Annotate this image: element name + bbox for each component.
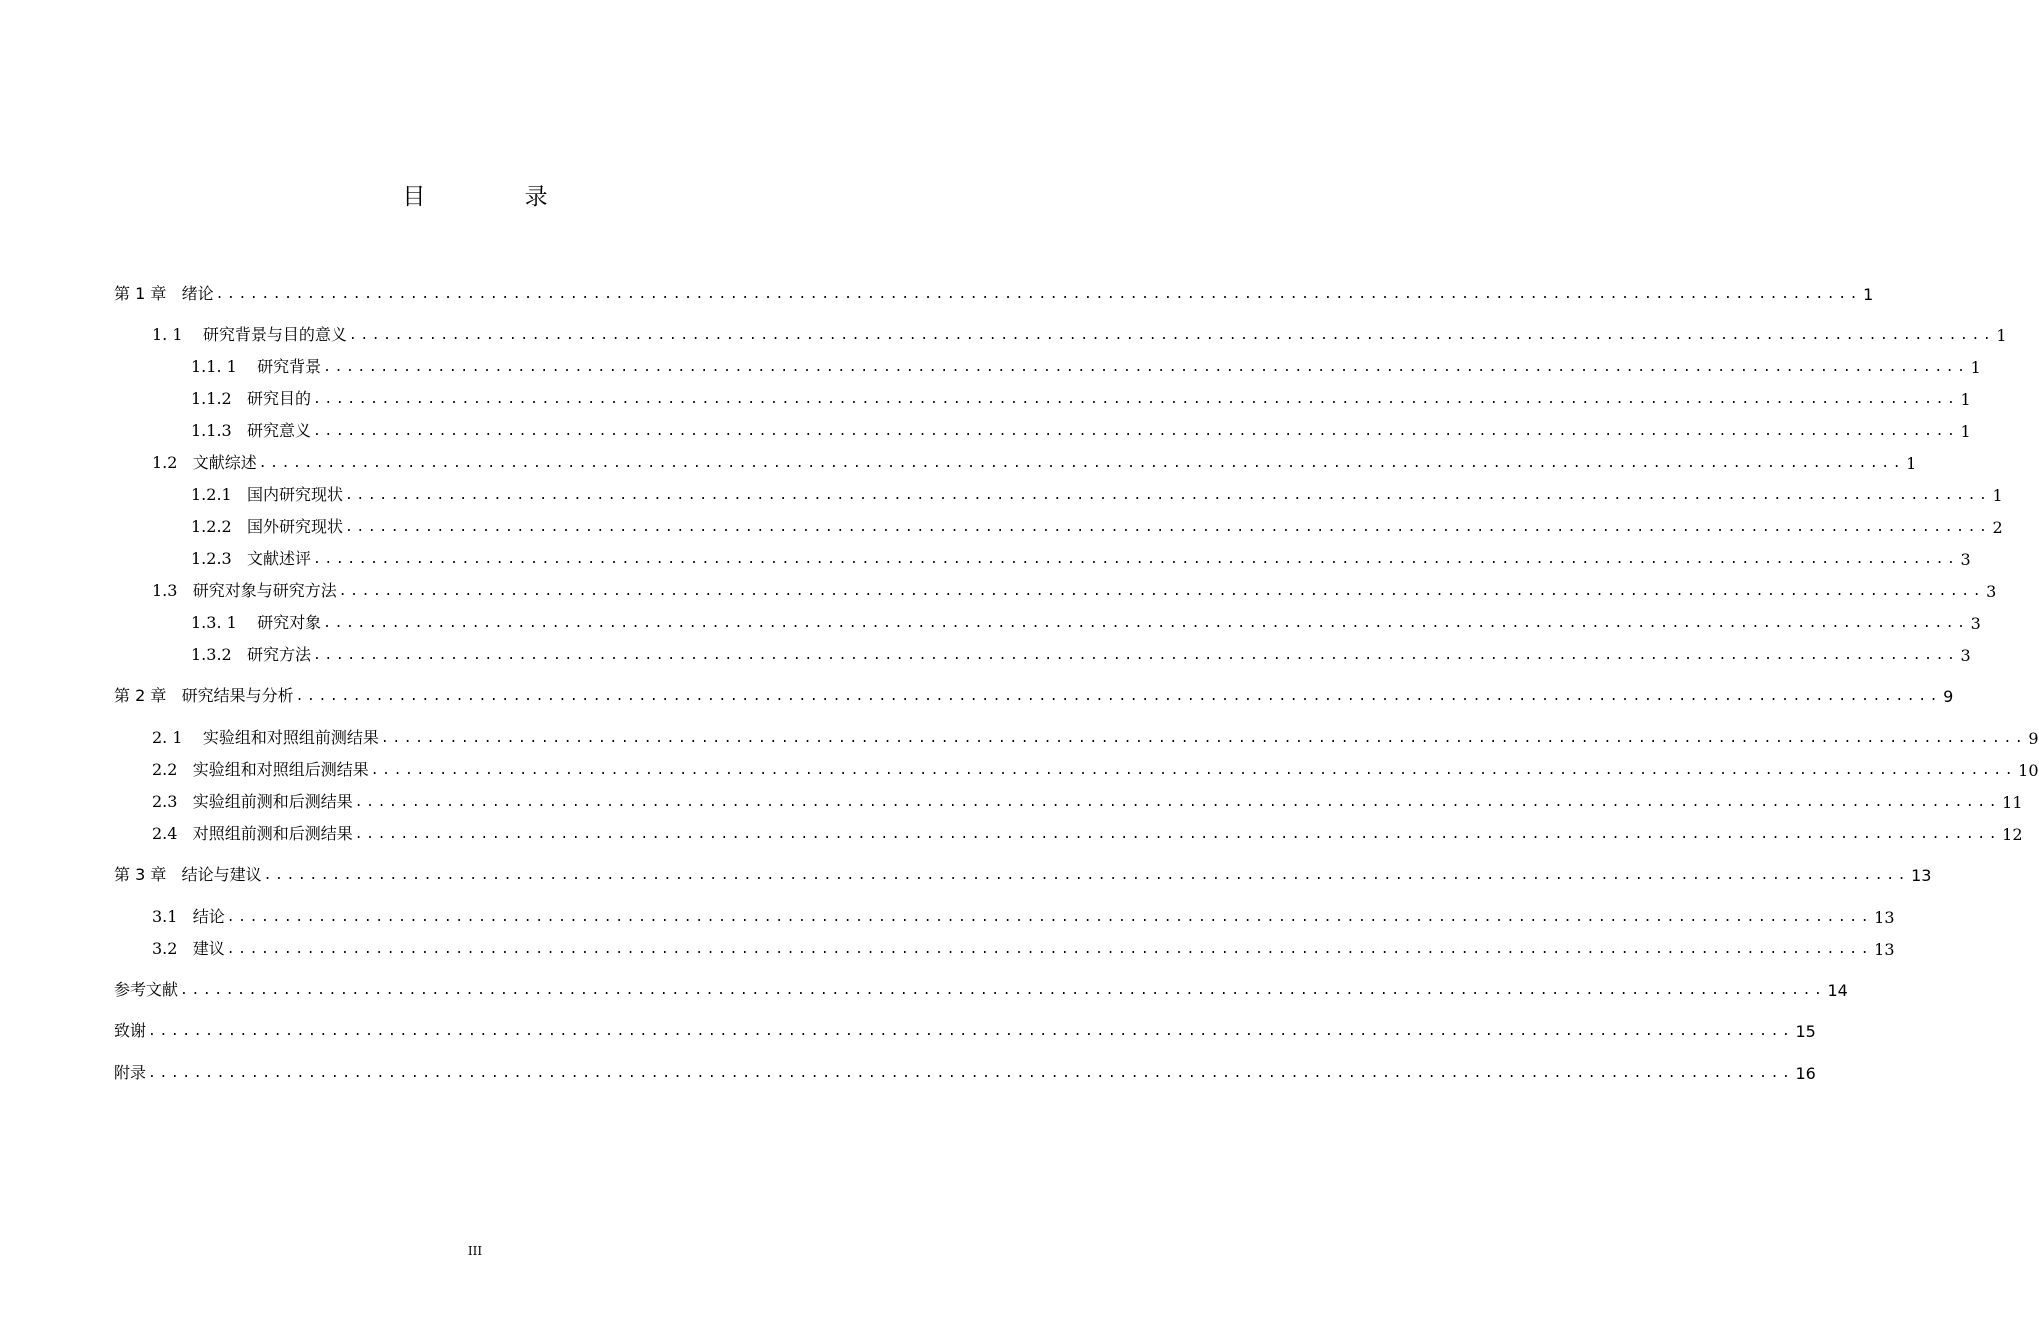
toc-leader-dots: ................................................................................................................................................	[312, 424, 1959, 439]
toc-entry-label: 1.3. 1 研究对象	[191, 613, 322, 632]
toc-entry-page: 1	[1906, 454, 1917, 473]
toc-entry-page: 3	[1960, 550, 1971, 569]
toc-entry-acknowledgements[interactable]	[114, 1017, 1816, 1041]
toc-leader-dots: ................................................................................................................................................	[215, 287, 1862, 302]
toc-entry-label: 第 3 章 结论与建议	[114, 865, 262, 884]
toc-leader-dots: ................................................................................................................................................	[323, 360, 1969, 375]
toc-entry-label: 附录	[114, 1063, 147, 1082]
toc-leader-dots: ................................................................................................................................................	[258, 456, 1905, 471]
toc-entry-1-2-3[interactable]	[191, 545, 1971, 569]
toc-entry-chapter-3[interactable]	[114, 861, 1932, 885]
toc-entry-1-2-1[interactable]	[191, 481, 2003, 505]
toc-entry-label: 1.1. 1 研究背景	[191, 357, 322, 376]
toc-leader-dots: ................................................................................................................................................	[148, 1024, 1794, 1039]
toc-entry-page: 13	[1874, 940, 1895, 959]
toc-entry-chapter-1[interactable]	[114, 280, 1874, 304]
toc-entry-1-3-2[interactable]	[191, 641, 1971, 665]
toc-leader-dots: ................................................................................................................................................	[263, 868, 1910, 883]
toc-entry-chapter-2[interactable]	[114, 682, 1954, 706]
toc-leader-dots: ................................................................................................................................................	[312, 648, 1959, 663]
toc-leader-dots: ................................................................................................................................................	[148, 1066, 1794, 1081]
toc-entry-page: 3	[1960, 646, 1971, 665]
toc-entry-1-3-1[interactable]	[191, 609, 1981, 633]
toc-leader-dots: ................................................................................................................................................	[312, 552, 1959, 567]
toc-entry-label: 参考文献	[114, 980, 179, 999]
toc-entry-1-1[interactable]	[152, 321, 2007, 345]
toc-entry-page: 14	[1827, 981, 1848, 1000]
toc-entry-label: 1.2.3 文献述评	[191, 549, 311, 568]
toc-entry-2-2[interactable]	[152, 756, 2039, 780]
footer-page-number: III	[467, 1244, 483, 1258]
toc-entry-1-1-1[interactable]	[191, 353, 1981, 377]
toc-entry-page: 1	[1863, 285, 1874, 304]
toc-entry-page: 16	[1795, 1064, 1816, 1083]
toc-entry-2-4[interactable]	[152, 820, 2023, 844]
toc-entry-appendix[interactable]	[114, 1059, 1816, 1083]
toc-entry-page: 9	[2028, 729, 2039, 748]
toc-entry-page: 15	[1795, 1022, 1816, 1041]
toc-leader-dots: ................................................................................................................................................	[180, 983, 1826, 998]
toc-entry-page: 2	[1992, 518, 2003, 537]
toc-entry-label: 3.2 建议	[152, 939, 225, 958]
toc-entry-label: 1.1.3 研究意义	[191, 421, 311, 440]
toc-leader-dots: ................................................................................................................................................	[323, 616, 1969, 631]
toc-entry-page: 3	[1986, 582, 1997, 601]
toc-entry-page: 9	[1943, 687, 1954, 706]
toc-entry-page: 10	[2018, 761, 2039, 780]
toc-entry-page: 1	[1970, 358, 1981, 377]
toc-entry-label: 2. 1 实验组和对照组前测结果	[152, 728, 379, 747]
toc-entry-label: 3.1 结论	[152, 907, 225, 926]
toc-entry-2-1[interactable]	[152, 724, 2039, 748]
toc-entry-label: 2.2 实验组和对照组后测结果	[152, 760, 369, 779]
toc-entry-3-1[interactable]	[152, 903, 1895, 927]
toc-leader-dots: ................................................................................................................................................	[354, 795, 2001, 810]
toc-leader-dots: ................................................................................................................................................	[370, 763, 2017, 778]
toc-entry-page: 1	[1992, 486, 2003, 505]
toc-entry-label: 1.2.2 国外研究现状	[191, 517, 343, 536]
toc-entry-1-2-2[interactable]	[191, 513, 2003, 537]
toc-entry-page: 3	[1970, 614, 1981, 633]
toc-leader-dots: ................................................................................................................................................	[354, 827, 2001, 842]
toc-entry-page: 11	[2002, 793, 2023, 812]
toc-entry-1-1-3[interactable]	[191, 417, 1971, 441]
toc-entry-page: 1	[1996, 326, 2007, 345]
toc-entry-label: 1.3 研究对象与研究方法	[152, 581, 337, 600]
toc-entry-label: 致谢	[114, 1021, 147, 1040]
toc-entry-label: 2.3 实验组前测和后测结果	[152, 792, 353, 811]
toc-entry-2-3[interactable]	[152, 788, 2023, 812]
toc-leader-dots: ................................................................................................................................................	[344, 488, 1991, 503]
toc-leader-dots: ................................................................................................................................................	[295, 689, 1942, 704]
toc-leader-dots: ................................................................................................................................................	[312, 392, 1959, 407]
toc-leader-dots: ................................................................................................................................................	[344, 520, 1991, 535]
toc-entry-3-2[interactable]	[152, 935, 1895, 959]
toc-entry-1-2[interactable]	[152, 449, 1917, 473]
toc-entry-1-3[interactable]	[152, 577, 1997, 601]
toc-entry-label: 1.3.2 研究方法	[191, 645, 311, 664]
toc-entry-page: 1	[1960, 390, 1971, 409]
toc-entry-label: 1. 1 研究背景与目的意义	[152, 325, 347, 344]
toc-entry-label: 2.4 对照组前测和后测结果	[152, 824, 353, 843]
toc-leader-dots: ................................................................................................................................................	[226, 910, 1873, 925]
toc-entry-page: 12	[2002, 825, 2023, 844]
toc-entry-label: 第 2 章 研究结果与分析	[114, 686, 294, 705]
toc-entry-page: 13	[1911, 866, 1932, 885]
toc-entry-page: 1	[1960, 422, 1971, 441]
toc-leader-dots: ................................................................................................................................................	[348, 328, 1995, 343]
toc-entry-label: 1.1.2 研究目的	[191, 389, 311, 408]
toc-entry-label: 1.2.1 国内研究现状	[191, 485, 343, 504]
toc-leader-dots: ................................................................................................................................................	[226, 942, 1873, 957]
toc-entry-references[interactable]	[114, 976, 1848, 1000]
toc-entry-label: 第 1 章 绪论	[114, 284, 214, 303]
toc-entry-1-1-2[interactable]	[191, 385, 1971, 409]
toc-leader-dots: ................................................................................................................................................	[380, 731, 2027, 746]
page-title: 目 录	[402, 184, 594, 210]
toc-leader-dots: ................................................................................................................................................	[338, 584, 1985, 599]
toc-entry-label: 1.2 文献综述	[152, 453, 257, 472]
toc-entry-page: 13	[1874, 908, 1895, 927]
